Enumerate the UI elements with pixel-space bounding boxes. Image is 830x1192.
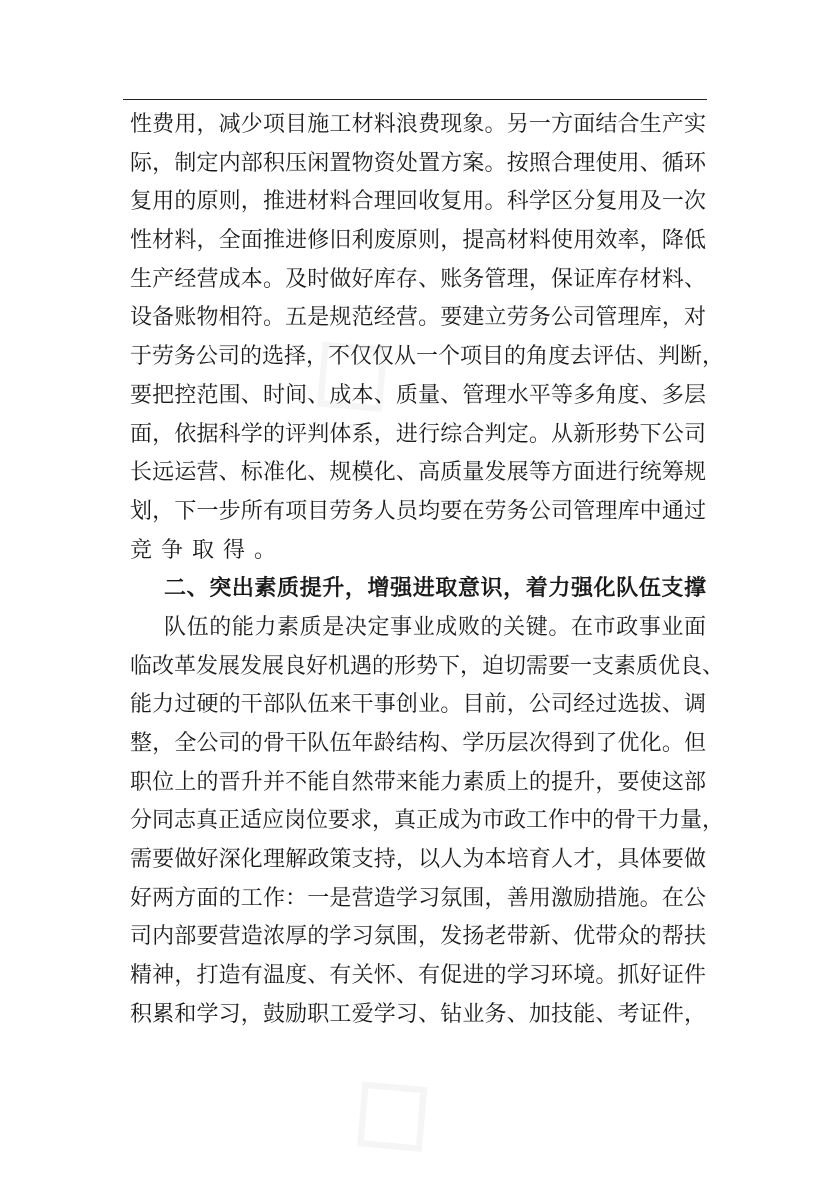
- text-line: 设备账物相符。五是规范经营。要建立劳务公司管理库，对: [130, 305, 706, 331]
- text-line: 分同志真正适应岗位要求，真正成为市政工作中的骨干力量，: [130, 808, 725, 834]
- text-line: 临改革发展发展良好机遇的形势下，迫切需要一支素质优良、: [130, 653, 725, 679]
- text-line: 整，全公司的骨干队伍年龄结构、学历层次得到了优化。但: [130, 731, 706, 756]
- text-line: 积累和学习，鼓励职工爱学习、钻业务、加技能、考证件，: [130, 1001, 706, 1027]
- section-heading: 二、突出素质提升，增强进取意识，着力强化队伍支撑: [164, 576, 706, 602]
- text-line: 好两方面的工作：一是营造学习氛围，善用激励措施。在公: [130, 885, 706, 911]
- text-line: 面，依据科学的评判体系，进行综合判定。从新形势下公司: [130, 421, 706, 447]
- text-line: 复用的原则，推进材料合理回收复用。科学区分复用及一次: [130, 189, 706, 215]
- text-line: 长远运营、标准化、规模化、高质量发展等方面进行统筹规: [130, 460, 706, 486]
- text-line: 性费用，减少项目施工材料浪费现象。另一方面结合生产实: [130, 112, 706, 137]
- paragraph-2: [130, 609, 725, 1035]
- text-line: 职位上的晋升并不能自然带来能力素质上的提升，要使这部: [130, 769, 706, 795]
- text-line: 要把控范围、时间、成本、质量、管理水平等多角度、多层: [130, 382, 706, 408]
- text-line: 队伍的能力素质是决定事业成败的关键。在市政事业面: [164, 614, 706, 640]
- text-line: 性材料，全面推进修旧利废原则，提高材料使用效率，降低: [130, 228, 706, 254]
- text-line: 竞争取得。: [130, 537, 286, 563]
- text-line: 精神，打造有温度、有关怀、有促进的学习环境。抓好证件: [130, 963, 706, 989]
- text-line: 际，制定内部积压闲置物资处置方案。按照合理使用、循环: [130, 150, 706, 176]
- text-line: 划，下一步所有项目劳务人员均要在劳务公司管理库中通过: [130, 498, 706, 524]
- text-line: 需要做好深化理解政策支持，以人为本培育人才，具体要做: [130, 847, 706, 873]
- watermark: ◇: [306, 1026, 467, 1192]
- document-body: [130, 106, 725, 1035]
- header-rule: [123, 99, 707, 100]
- text-line: 于劳务公司的选择，不仅仅从一个项目的角度去评估、判断，: [130, 344, 725, 370]
- text-line: 生产经营成本。及时做好库存、账务管理，保证库存材料、: [130, 266, 706, 292]
- paragraph-1: [130, 106, 725, 570]
- text-line: 能力过硬的干部队伍来干事创业。目前，公司经过选拔、调: [130, 692, 706, 718]
- text-line: 司内部要营造浓厚的学习氛围，发扬老带新、优带众的帮扶: [130, 924, 706, 950]
- watermark: ◇: [266, 286, 427, 453]
